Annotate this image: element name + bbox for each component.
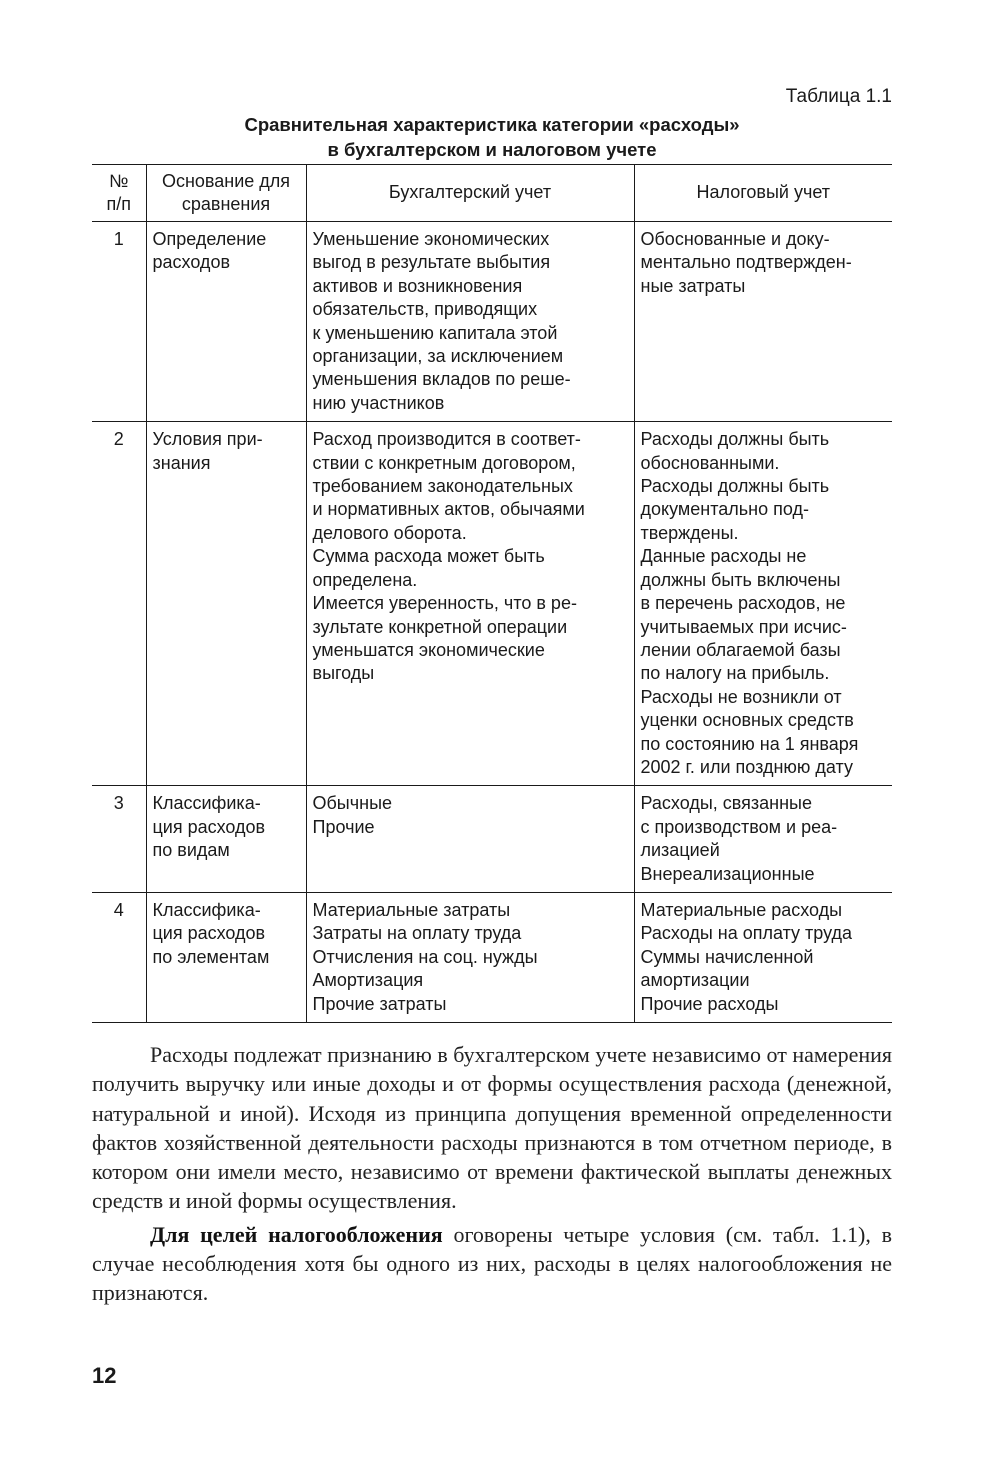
cell-basis <box>146 786 306 893</box>
cell-line: Классифика- <box>152 793 261 814</box>
cell-number: 1 <box>113 229 124 249</box>
table-row <box>92 892 892 1022</box>
cell-line: обязательств, приводящих <box>312 299 538 320</box>
cell-line: амортизации <box>640 970 750 991</box>
cell-line: лизацией <box>640 840 720 861</box>
cell-line: ментально подтвержден- <box>640 252 852 273</box>
cell-line: Расходы должны быть <box>640 429 830 450</box>
cell-line: Затраты на оплату труда <box>312 923 522 944</box>
cell-line: Данные расходы не <box>640 546 807 567</box>
cell-line: Расходы должны быть <box>640 476 830 497</box>
table-title-line: Сравнительная характеристика категории «расходы» <box>244 114 740 135</box>
cell-line: делового оборота. <box>312 522 467 543</box>
cell-line: Материальные расходы <box>640 899 843 920</box>
cell-line: активов и возникновения <box>312 275 523 296</box>
header-basis: Основание для сравнения <box>146 165 306 222</box>
cell-accounting <box>306 222 634 422</box>
cell-line: требованием законодательных <box>312 476 573 497</box>
page-number: 12 <box>92 1363 117 1388</box>
table-row <box>92 422 892 786</box>
cell-line: документально под- <box>640 499 809 520</box>
cell-line: уменьшения вкладов по реше- <box>312 369 571 390</box>
cell-line: определена. <box>312 569 418 590</box>
cell-basis <box>146 892 306 1022</box>
cell-number: 2 <box>113 429 124 450</box>
cell-line: Амортизация <box>312 970 424 991</box>
cell-line: уценки основных средств <box>640 710 854 731</box>
table-title-line: в бухгалтерском и налоговом учете <box>327 139 657 160</box>
table-body <box>92 222 892 1023</box>
cell-line: Материальные затраты <box>312 899 511 920</box>
cell-line: по состоянию на 1 января <box>640 733 859 754</box>
cell-line: Суммы начисленной <box>640 946 814 967</box>
cell-line: Классифика- <box>152 899 261 920</box>
cell-line: Имеется уверенность, что в ре- <box>312 593 577 614</box>
cell-line: к уменьшению капитала этой <box>312 322 558 343</box>
table-number: Таблица 1.1 <box>785 86 892 107</box>
body-text <box>92 1040 892 1312</box>
cell-line: уменьшатся экономические <box>312 639 545 660</box>
cell-accounting <box>306 422 634 786</box>
cell-line: Прочие <box>312 816 375 837</box>
cell-tax <box>634 222 892 422</box>
cell-line: по налогу на прибыль. <box>640 663 830 684</box>
cell-line: учитываемых при исчис- <box>640 616 847 637</box>
table-title <box>92 112 892 162</box>
cell-line: расходов <box>152 252 231 273</box>
cell-line: выгоды <box>312 663 375 684</box>
header-accounting: Бухгалтерский учет <box>306 165 634 222</box>
header-number: № п/п <box>106 170 131 214</box>
bold-phrase: Для целей налогообложения <box>150 1221 443 1247</box>
comparison-table <box>92 164 892 1023</box>
cell-line: ция расходов <box>152 816 266 837</box>
cell-line: 2002 г. или позднюю дату <box>640 756 853 777</box>
cell-tax <box>634 892 892 1022</box>
cell-line: должны быть включены <box>640 569 841 590</box>
cell-number: 4 <box>113 899 124 920</box>
cell-basis <box>146 422 306 786</box>
cell-line: Определение <box>152 229 267 249</box>
cell-line: нию участников <box>312 392 445 413</box>
cell-line: выгод в результате выбытия <box>312 252 551 273</box>
cell-accounting <box>306 892 634 1022</box>
cell-line: Расходы на оплату труда <box>640 923 853 944</box>
cell-accounting <box>306 786 634 893</box>
cell-basis <box>146 222 306 422</box>
cell-line: Расход производится в соответ- <box>312 429 581 450</box>
cell-line: лении облагаемой базы <box>640 639 841 660</box>
cell-line: с производством и реа- <box>640 816 838 837</box>
table-row <box>92 786 892 893</box>
cell-line: Внереализационные <box>640 863 815 884</box>
cell-line: по элементам <box>152 946 270 967</box>
header-tax: Налоговый учет <box>634 165 892 222</box>
paragraph: Расходы подлежат признанию в бухгалтерском учете независимо от намерения получить выручку или иные доходы и от формы осуществления расхода (денежной, натуральной и иной). Исходя из принципа допущения временной определенности фактов хозяйственной деятельности расходы признаются в том отчетном периоде, в котором они имели место, независимо от времени фактической выплаты денежных средств и иной формы осуществления. <box>92 1042 892 1214</box>
cell-line: Сумма расхода может быть <box>312 546 545 567</box>
cell-line: зультате конкретной операции <box>312 616 568 637</box>
paragraph <box>92 1220 892 1308</box>
cell-line: Обоснованные и доку- <box>640 229 830 249</box>
cell-line: ция расходов <box>152 923 266 944</box>
cell-line: по видам <box>152 840 230 861</box>
cell-tax <box>634 786 892 893</box>
cell-line: Уменьшение экономических <box>312 229 550 249</box>
cell-tax <box>634 422 892 786</box>
cell-line: и нормативных актов, обычаями <box>312 499 585 520</box>
cell-line: организации, за исключением <box>312 346 564 367</box>
cell-line: тверждены. <box>640 522 739 543</box>
paragraph-rest: оговорены четыре условия (см. табл. 1.1), в случае несоблюдения хотя бы одного из них, расходы в целях налогообложения не признаются. <box>92 1221 893 1306</box>
cell-line: Прочие расходы <box>640 993 779 1014</box>
cell-line: ные затраты <box>640 275 746 296</box>
cell-line: Расходы, связанные <box>640 793 812 814</box>
cell-line: Расходы не возникли от <box>640 686 842 707</box>
cell-line: в перечень расходов, не <box>640 593 846 614</box>
cell-line: ствии с конкретным договором, <box>312 452 576 473</box>
cell-line: Обычные <box>312 793 393 814</box>
cell-number: 3 <box>113 793 124 814</box>
table-row <box>92 222 892 422</box>
cell-line: обоснованными. <box>640 452 780 473</box>
cell-line: знания <box>152 452 211 473</box>
cell-line: Условия при- <box>152 429 263 450</box>
cell-line: Отчисления на соц. нужды <box>312 946 538 967</box>
cell-line: Прочие затраты <box>312 993 447 1014</box>
table-header-row <box>92 165 892 222</box>
